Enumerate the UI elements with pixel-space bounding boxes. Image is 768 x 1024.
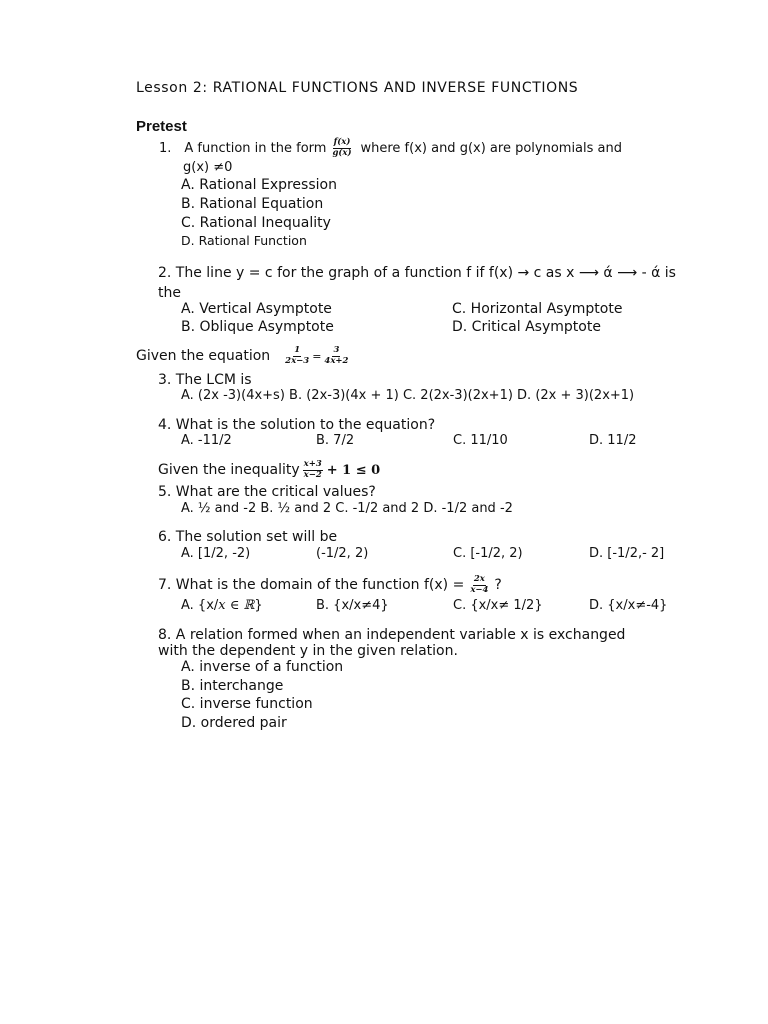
question-1 bbox=[159, 138, 622, 159]
question-2-line-1: 2. The line y = c for the graph of a function f if f(x) → c as x ⟶ ά ⟶ - ά is bbox=[158, 265, 676, 281]
given-inequality-label: Given the inequality bbox=[158, 462, 300, 479]
question-1-fraction bbox=[331, 138, 352, 159]
inequality-fraction bbox=[303, 460, 323, 481]
question-7-text-after: ? bbox=[494, 577, 502, 594]
given-equation bbox=[136, 346, 349, 367]
q3-options: A. (2x -3)(4x+s) B. (2x-3)(4x + 1) C. 2(2x-3)(2x+1) D. (2x + 3)(2x+1) bbox=[181, 388, 635, 403]
q4-option-c: C. 11/10 bbox=[453, 433, 508, 448]
q8-option-c: C. inverse function bbox=[181, 696, 313, 712]
question-7 bbox=[158, 575, 502, 596]
question-4-text: 4. What is the solution to the equation? bbox=[158, 417, 436, 433]
q4-option-b: B. 7/2 bbox=[316, 433, 355, 448]
q1-option-b: B. Rational Equation bbox=[181, 196, 324, 212]
q5-options: A. ½ and -2 B. ½ and 2 C. -1/2 and 2 D. -1/2 and -2 bbox=[181, 501, 513, 516]
question-8-line-1: 8. A relation formed when an independent variable x is exchanged bbox=[158, 627, 626, 643]
q7-option-a-math: x ∈ ℝ bbox=[218, 598, 255, 613]
question-7-text-before: 7. What is the domain of the function f(x) = bbox=[158, 577, 465, 594]
q8-option-b: B. interchange bbox=[181, 678, 284, 694]
q7-option-a-prefix: A. {x/ bbox=[181, 598, 219, 613]
fraction-numerator: 1 bbox=[294, 345, 301, 355]
pretest-heading: Pretest bbox=[136, 118, 187, 135]
q2-option-a: A. Vertical Asymptote bbox=[181, 301, 332, 317]
fraction-numerator: 2x bbox=[473, 574, 485, 584]
equation-left-fraction bbox=[284, 346, 310, 367]
lesson-title: Lesson 2: RATIONAL FUNCTIONS AND INVERSE FUNCTIONS bbox=[136, 80, 579, 96]
q1-option-a: A. Rational Expression bbox=[181, 177, 337, 193]
q7-option-d: D. {x/x≠-4} bbox=[589, 598, 668, 613]
fraction-denominator: x−2 bbox=[303, 469, 322, 480]
q7-option-c: C. {x/x≠ 1/2} bbox=[453, 598, 543, 613]
fraction-numerator: x+3 bbox=[303, 459, 322, 469]
fraction-denominator: 2x−3 bbox=[285, 355, 310, 366]
fraction-denominator: x−4 bbox=[470, 584, 489, 595]
q8-option-a: A. inverse of a function bbox=[181, 659, 344, 675]
q1-option-d: D. Rational Function bbox=[181, 233, 307, 248]
q8-option-d: D. ordered pair bbox=[181, 715, 287, 731]
q4-option-d: D. 11/2 bbox=[589, 433, 637, 448]
question-1-text-before: A function in the form bbox=[184, 140, 327, 156]
given-equation-label: Given the equation bbox=[136, 348, 271, 365]
fraction-denominator: g(x) bbox=[332, 147, 352, 158]
q6-option-d: D. [-1/2,- 2] bbox=[589, 546, 665, 561]
q2-option-d: D. Critical Asymptote bbox=[452, 319, 601, 335]
question-7-fraction bbox=[469, 575, 489, 596]
q7-option-a-suffix: } bbox=[254, 598, 263, 613]
inequality-rest: + 1 ≤ 0 bbox=[326, 462, 381, 478]
equation-right-fraction bbox=[323, 346, 349, 367]
question-1-continuation: g(x) ≠0 bbox=[183, 160, 233, 175]
fraction-numerator: 3 bbox=[333, 345, 340, 355]
q6-option-c: C. [-1/2, 2) bbox=[453, 546, 523, 561]
question-2-line-2: the bbox=[158, 285, 181, 301]
q6-option-a: A. [1/2, -2) bbox=[181, 546, 251, 561]
given-inequality bbox=[158, 460, 380, 481]
question-3-text: 3. The LCM is bbox=[158, 372, 252, 388]
question-8-line-2: with the dependent y in the given relation. bbox=[158, 643, 458, 659]
q2-option-b: B. Oblique Asymptote bbox=[181, 319, 334, 335]
equals-sign: = bbox=[312, 349, 322, 363]
fraction-numerator: f(x) bbox=[333, 137, 351, 147]
q6-option-b: (-1/2, 2) bbox=[316, 546, 369, 561]
q4-option-a: A. -11/2 bbox=[181, 433, 232, 448]
q1-option-c: C. Rational Inequality bbox=[181, 215, 331, 231]
q2-option-c: C. Horizontal Asymptote bbox=[452, 301, 623, 317]
question-1-text-after: where f(x) and g(x) are polynomials and bbox=[360, 140, 622, 156]
question-5-text: 5. What are the critical values? bbox=[158, 484, 376, 500]
q7-option-b: B. {x/x≠4} bbox=[316, 598, 389, 613]
question-6-text: 6. The solution set will be bbox=[158, 529, 338, 545]
q7-option-a bbox=[181, 599, 263, 612]
fraction-denominator: 4x+2 bbox=[324, 355, 349, 366]
question-1-number: 1. bbox=[159, 140, 172, 156]
